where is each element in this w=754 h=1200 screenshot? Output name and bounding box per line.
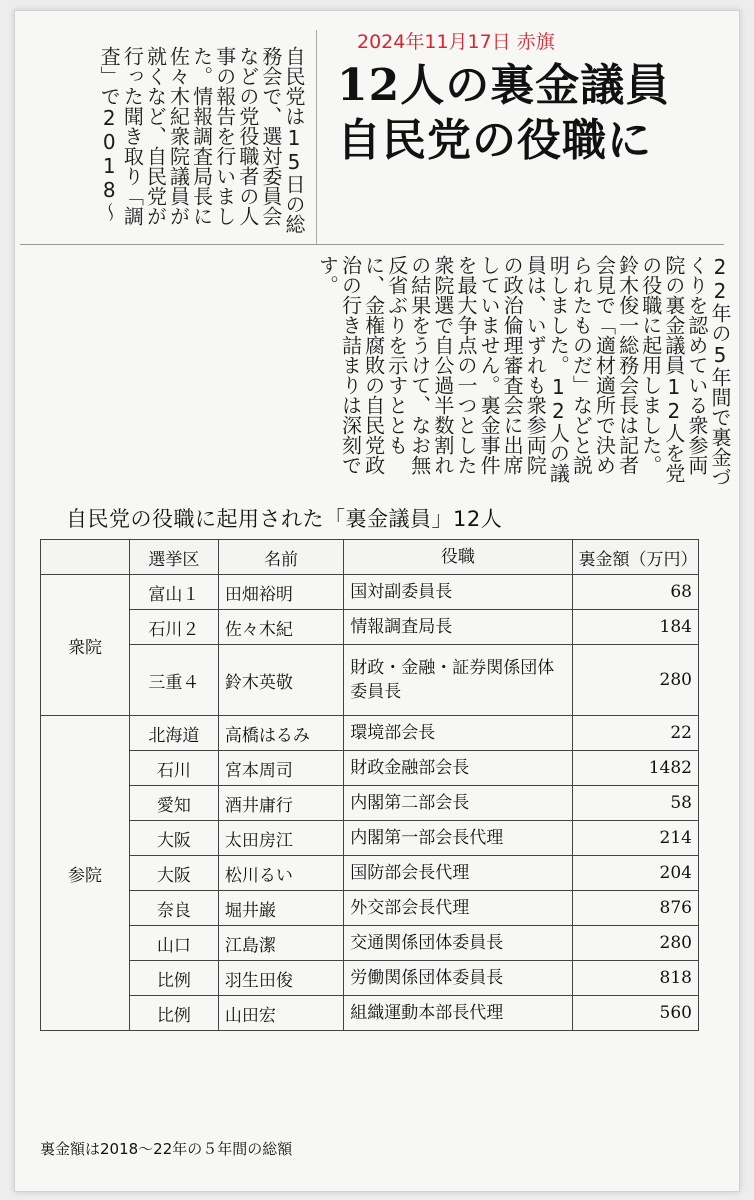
amount-cell: 1482 bbox=[572, 751, 699, 786]
amount-cell: 22 bbox=[572, 716, 699, 751]
amount-cell: 818 bbox=[572, 961, 699, 996]
table-footnote: 裏金額は2018～22年の５年間の総額 bbox=[40, 1140, 293, 1158]
amount-cell: 68 bbox=[572, 575, 699, 610]
role-cell: 内閣第一部会長代理 bbox=[344, 821, 572, 856]
role-cell: 財政・金融・証券関係団体委員長 bbox=[344, 645, 572, 716]
header-house bbox=[41, 540, 130, 575]
role-cell: 組織運動本部長代理 bbox=[344, 996, 572, 1031]
table-row bbox=[41, 891, 699, 926]
headline bbox=[337, 58, 707, 168]
amount-cell: 560 bbox=[572, 996, 699, 1031]
header-district: 選挙区 bbox=[129, 540, 218, 575]
district-cell: 三重４ bbox=[129, 645, 218, 716]
district-cell: 比例 bbox=[129, 961, 218, 996]
table-row bbox=[41, 961, 699, 996]
district-cell: 大阪 bbox=[129, 856, 218, 891]
article-column-2: 22年の5年間で裏金づくりを認めている衆参両院の裏金議員12人を党の役職に起用しました。 鈴木俊一総務会長は記者会見で「適材適所で決められたものだ」などと説明しました。12人の議員は、いずれも衆参両院の政治倫理審査会に出席していません。裏金事件を最大争点の一つとした衆院選で自公過半数割れの結果をうけて、なお無反省ぶりを示すとともに、金権腐敗の自民党政治の行き詰まりは深刻です。 bbox=[315, 255, 732, 487]
table-caption: 自民党の役職に起用された「裏金議員」12人 bbox=[66, 507, 503, 531]
name-cell: 田畑裕明 bbox=[218, 575, 343, 610]
district-cell: 北海道 bbox=[129, 716, 218, 751]
name-cell: 太田房江 bbox=[218, 821, 343, 856]
district-cell: 大阪 bbox=[129, 821, 218, 856]
article-column-1: 自民党は15日の総務会で、選対委員会などの党役職者の人事の報告を行いました。情報調査局長に佐々木紀衆院議員が就くなど、自民党が行った聞き取り「調査」で2018〜 bbox=[97, 46, 306, 234]
table-row bbox=[41, 645, 699, 716]
name-cell: 江島潔 bbox=[218, 926, 343, 961]
role-cell: 情報調査局長 bbox=[344, 610, 572, 645]
district-cell: 愛知 bbox=[129, 786, 218, 821]
amount-cell: 184 bbox=[572, 610, 699, 645]
district-cell: 富山１ bbox=[129, 575, 218, 610]
section-divider bbox=[20, 244, 724, 245]
column-divider bbox=[316, 30, 317, 244]
name-cell: 山田宏 bbox=[218, 996, 343, 1031]
headline-line-1: 12人の裏金議員 bbox=[337, 60, 671, 111]
header-amount: 裏金額（万円） bbox=[572, 540, 699, 575]
district-cell: 山口 bbox=[129, 926, 218, 961]
table-row bbox=[41, 856, 699, 891]
table-row bbox=[41, 575, 699, 610]
role-cell: 労働関係団体委員長 bbox=[344, 961, 572, 996]
amount-cell: 280 bbox=[572, 926, 699, 961]
role-cell: 環境部会長 bbox=[344, 716, 572, 751]
role-cell: 外交部会長代理 bbox=[344, 891, 572, 926]
table-header-row bbox=[41, 540, 699, 575]
name-cell: 堀井巌 bbox=[218, 891, 343, 926]
amount-cell: 58 bbox=[572, 786, 699, 821]
role-cell: 財政金融部会長 bbox=[344, 751, 572, 786]
table-row bbox=[41, 926, 699, 961]
amount-cell: 214 bbox=[572, 821, 699, 856]
table-row bbox=[41, 751, 699, 786]
table-row bbox=[41, 821, 699, 856]
header-name: 名前 bbox=[218, 540, 343, 575]
role-cell: 交通関係団体委員長 bbox=[344, 926, 572, 961]
district-cell: 石川 bbox=[129, 751, 218, 786]
table-row bbox=[41, 610, 699, 645]
headline-line-2: 自民党の役職に bbox=[337, 115, 652, 166]
amount-cell: 204 bbox=[572, 856, 699, 891]
house-cell: 参院 bbox=[41, 716, 130, 1031]
name-cell: 松川るい bbox=[218, 856, 343, 891]
name-cell: 酒井庸行 bbox=[218, 786, 343, 821]
role-cell: 国対副委員長 bbox=[344, 575, 572, 610]
name-cell: 羽生田俊 bbox=[218, 961, 343, 996]
table-body bbox=[41, 575, 699, 1031]
table-row bbox=[41, 716, 699, 751]
name-cell: 宮本周司 bbox=[218, 751, 343, 786]
amount-cell: 280 bbox=[572, 645, 699, 716]
name-cell: 佐々木紀 bbox=[218, 610, 343, 645]
district-cell: 石川２ bbox=[129, 610, 218, 645]
role-cell: 内閣第二部会長 bbox=[344, 786, 572, 821]
table-row bbox=[41, 786, 699, 821]
house-cell: 衆院 bbox=[41, 575, 130, 716]
slush-fund-table bbox=[40, 539, 699, 1031]
dateline: 2024年11月17日 赤旗 bbox=[357, 31, 555, 53]
name-cell: 高橋はるみ bbox=[218, 716, 343, 751]
district-cell: 比例 bbox=[129, 996, 218, 1031]
table-row bbox=[41, 996, 699, 1031]
amount-cell: 876 bbox=[572, 891, 699, 926]
name-cell: 鈴木英敬 bbox=[218, 645, 343, 716]
role-cell: 国防部会長代理 bbox=[344, 856, 572, 891]
district-cell: 奈良 bbox=[129, 891, 218, 926]
header-role: 役職 bbox=[344, 540, 572, 575]
